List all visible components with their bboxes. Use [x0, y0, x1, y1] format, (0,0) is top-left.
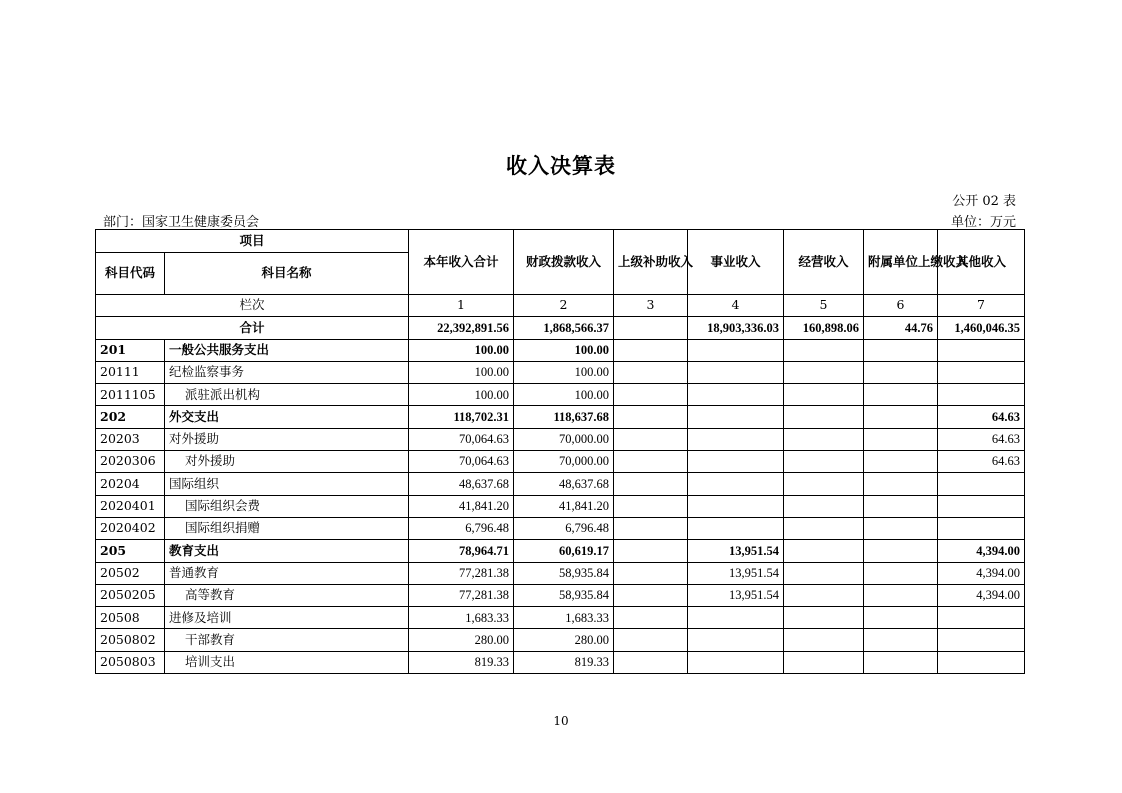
- amount-cell: [688, 428, 784, 450]
- amount-cell: [784, 406, 864, 428]
- subject-name: 国际组织: [165, 473, 409, 495]
- column-index-row: [96, 295, 1025, 317]
- amount-cell: [614, 428, 688, 450]
- amount-cell: 13,951.54: [688, 584, 784, 606]
- subject-code: 2020401: [96, 495, 165, 517]
- amount-cell: [784, 361, 864, 383]
- amount-cell: [784, 339, 864, 361]
- total-row: [96, 317, 1025, 339]
- amount-cell: 4,394.00: [938, 540, 1025, 562]
- table-row: [96, 406, 1025, 428]
- amount-cell: 819.33: [409, 651, 514, 673]
- amount-cell: [614, 562, 688, 584]
- subject-code: 2050803: [96, 651, 165, 673]
- amount-cell: [864, 517, 938, 539]
- amount-cell: [784, 451, 864, 473]
- subject-name: 教育支出: [165, 540, 409, 562]
- subject-name: 进修及培训: [165, 607, 409, 629]
- page-title: 收入决算表: [506, 154, 616, 178]
- subject-name: 一般公共服务支出: [165, 339, 409, 361]
- total-value: 22,392,891.56: [409, 317, 514, 339]
- amount-cell: [864, 384, 938, 406]
- amount-cell: [688, 473, 784, 495]
- table-row: [96, 651, 1025, 673]
- amount-cell: 64.63: [938, 428, 1025, 450]
- subject-name: 对外援助: [165, 428, 409, 450]
- total-value: [614, 317, 688, 339]
- amount-cell: 100.00: [409, 339, 514, 361]
- amount-cell: [688, 495, 784, 517]
- amount-cell: [784, 428, 864, 450]
- amount-cell: 64.63: [938, 406, 1025, 428]
- amount-cell: [614, 495, 688, 517]
- table-row: [96, 584, 1025, 606]
- amount-cell: [614, 473, 688, 495]
- amount-cell: 280.00: [409, 629, 514, 651]
- form-number: 公开 02 表: [952, 194, 1016, 209]
- amount-cell: [614, 406, 688, 428]
- column-index: 1: [409, 295, 514, 317]
- amount-cell: 64.63: [938, 451, 1025, 473]
- table-row: [96, 629, 1025, 651]
- header-operating-income: 经营收入: [784, 230, 864, 295]
- amount-cell: [938, 473, 1025, 495]
- amount-cell: [864, 339, 938, 361]
- amount-cell: 819.33: [514, 651, 614, 673]
- header-business-income: 事业收入: [688, 230, 784, 295]
- amount-cell: 70,064.63: [409, 428, 514, 450]
- amount-cell: 6,796.48: [514, 517, 614, 539]
- amount-cell: 4,394.00: [938, 562, 1025, 584]
- subject-name: 培训支出: [165, 651, 409, 673]
- amount-cell: [688, 361, 784, 383]
- amount-cell: 4,394.00: [938, 584, 1025, 606]
- amount-cell: 100.00: [409, 361, 514, 383]
- total-value: 160,898.06: [784, 317, 864, 339]
- amount-cell: [688, 629, 784, 651]
- amount-cell: [614, 584, 688, 606]
- amount-cell: [784, 384, 864, 406]
- amount-cell: 77,281.38: [409, 584, 514, 606]
- header-subject-code: 科目代码: [96, 253, 165, 295]
- amount-cell: [864, 540, 938, 562]
- amount-cell: [614, 607, 688, 629]
- subject-code: 205: [96, 540, 165, 562]
- amount-cell: [864, 629, 938, 651]
- subject-name: 外交支出: [165, 406, 409, 428]
- amount-cell: [784, 607, 864, 629]
- subject-code: 2050802: [96, 629, 165, 651]
- amount-cell: 60,619.17: [514, 540, 614, 562]
- subject-name: 高等教育: [165, 584, 409, 606]
- amount-cell: [864, 562, 938, 584]
- unit-label: 单位：万元: [950, 215, 1016, 230]
- amount-cell: 70,064.63: [409, 451, 514, 473]
- amount-cell: [864, 584, 938, 606]
- total-value: 1,868,566.37: [514, 317, 614, 339]
- header-affiliated-units: 附属单位上缴收入: [864, 230, 938, 295]
- column-index: 5: [784, 295, 864, 317]
- table-row: [96, 562, 1025, 584]
- amount-cell: [938, 339, 1025, 361]
- subject-code: 20111: [96, 361, 165, 383]
- subject-code: 202: [96, 406, 165, 428]
- amount-cell: [614, 339, 688, 361]
- subject-name: 国际组织会费: [165, 495, 409, 517]
- subject-name: 纪检监察事务: [165, 361, 409, 383]
- total-label: 合计: [96, 317, 409, 339]
- amount-cell: 280.00: [514, 629, 614, 651]
- table-row: [96, 384, 1025, 406]
- table-row: [96, 428, 1025, 450]
- amount-cell: [938, 517, 1025, 539]
- subject-code: 20508: [96, 607, 165, 629]
- amount-cell: [688, 384, 784, 406]
- amount-cell: 41,841.20: [514, 495, 614, 517]
- amount-cell: [614, 451, 688, 473]
- department-label: 部门：国家卫生健康委员会: [103, 215, 260, 230]
- amount-cell: [614, 651, 688, 673]
- subject-code: 201: [96, 339, 165, 361]
- table-row: [96, 495, 1025, 517]
- subject-code: 20204: [96, 473, 165, 495]
- amount-cell: [938, 384, 1025, 406]
- amount-cell: [784, 629, 864, 651]
- header-total-income: 本年收入合计: [409, 230, 514, 295]
- subject-code: 20203: [96, 428, 165, 450]
- amount-cell: [784, 517, 864, 539]
- amount-cell: 118,702.31: [409, 406, 514, 428]
- amount-cell: 70,000.00: [514, 451, 614, 473]
- amount-cell: 48,637.68: [409, 473, 514, 495]
- amount-cell: [688, 651, 784, 673]
- amount-cell: [614, 384, 688, 406]
- amount-cell: 41,841.20: [409, 495, 514, 517]
- amount-cell: [614, 629, 688, 651]
- amount-cell: 100.00: [514, 361, 614, 383]
- subject-code: 20502: [96, 562, 165, 584]
- amount-cell: 13,951.54: [688, 540, 784, 562]
- amount-cell: [938, 651, 1025, 673]
- amount-cell: [688, 517, 784, 539]
- header-superior-subsidy: 上级补助收入: [614, 230, 688, 295]
- amount-cell: 100.00: [514, 384, 614, 406]
- amount-cell: [938, 629, 1025, 651]
- amount-cell: [864, 428, 938, 450]
- amount-cell: [864, 607, 938, 629]
- column-index: 2: [514, 295, 614, 317]
- amount-cell: [864, 406, 938, 428]
- amount-cell: 1,683.33: [409, 607, 514, 629]
- amount-cell: [614, 517, 688, 539]
- total-value: 1,460,046.35: [938, 317, 1025, 339]
- column-index-label: 栏次: [96, 295, 409, 317]
- subject-name: 国际组织捐赠: [165, 517, 409, 539]
- header-subject-name: 科目名称: [165, 253, 409, 295]
- amount-cell: [688, 339, 784, 361]
- amount-cell: 100.00: [514, 339, 614, 361]
- page-number: 10: [553, 714, 569, 728]
- amount-cell: 1,683.33: [514, 607, 614, 629]
- amount-cell: [864, 361, 938, 383]
- amount-cell: 118,637.68: [514, 406, 614, 428]
- header-project: 项目: [96, 230, 409, 253]
- amount-cell: [938, 361, 1025, 383]
- amount-cell: 48,637.68: [514, 473, 614, 495]
- header-fiscal-appropriation: 财政拨款收入: [514, 230, 614, 295]
- amount-cell: [784, 584, 864, 606]
- amount-cell: [864, 451, 938, 473]
- amount-cell: 58,935.84: [514, 562, 614, 584]
- amount-cell: [784, 562, 864, 584]
- amount-cell: 70,000.00: [514, 428, 614, 450]
- amount-cell: [784, 495, 864, 517]
- amount-cell: [784, 540, 864, 562]
- table-row: [96, 540, 1025, 562]
- column-index: 3: [614, 295, 688, 317]
- column-index: 6: [864, 295, 938, 317]
- amount-cell: 13,951.54: [688, 562, 784, 584]
- amount-cell: [688, 607, 784, 629]
- table-row: [96, 339, 1025, 361]
- amount-cell: [938, 495, 1025, 517]
- subject-code: 2011105: [96, 384, 165, 406]
- amount-cell: [864, 651, 938, 673]
- amount-cell: [938, 607, 1025, 629]
- subject-name: 干部教育: [165, 629, 409, 651]
- income-settlement-table: [95, 229, 1025, 674]
- amount-cell: [614, 540, 688, 562]
- table-row: [96, 607, 1025, 629]
- header-other-income: 其他收入: [938, 230, 1025, 295]
- amount-cell: [688, 451, 784, 473]
- amount-cell: [784, 651, 864, 673]
- amount-cell: 6,796.48: [409, 517, 514, 539]
- amount-cell: [864, 473, 938, 495]
- amount-cell: 100.00: [409, 384, 514, 406]
- table-row: [96, 517, 1025, 539]
- column-index: 4: [688, 295, 784, 317]
- amount-cell: 58,935.84: [514, 584, 614, 606]
- subject-name: 普通教育: [165, 562, 409, 584]
- subject-name: 派驻派出机构: [165, 384, 409, 406]
- column-index: 7: [938, 295, 1025, 317]
- subject-code: 2050205: [96, 584, 165, 606]
- amount-cell: 77,281.38: [409, 562, 514, 584]
- amount-cell: [864, 495, 938, 517]
- total-value: 18,903,336.03: [688, 317, 784, 339]
- total-value: 44.76: [864, 317, 938, 339]
- amount-cell: [688, 406, 784, 428]
- amount-cell: [784, 473, 864, 495]
- subject-code: 2020306: [96, 451, 165, 473]
- table-row: [96, 361, 1025, 383]
- subject-name: 对外援助: [165, 451, 409, 473]
- amount-cell: [614, 361, 688, 383]
- table-row: [96, 473, 1025, 495]
- subject-code: 2020402: [96, 517, 165, 539]
- table-row: [96, 451, 1025, 473]
- amount-cell: 78,964.71: [409, 540, 514, 562]
